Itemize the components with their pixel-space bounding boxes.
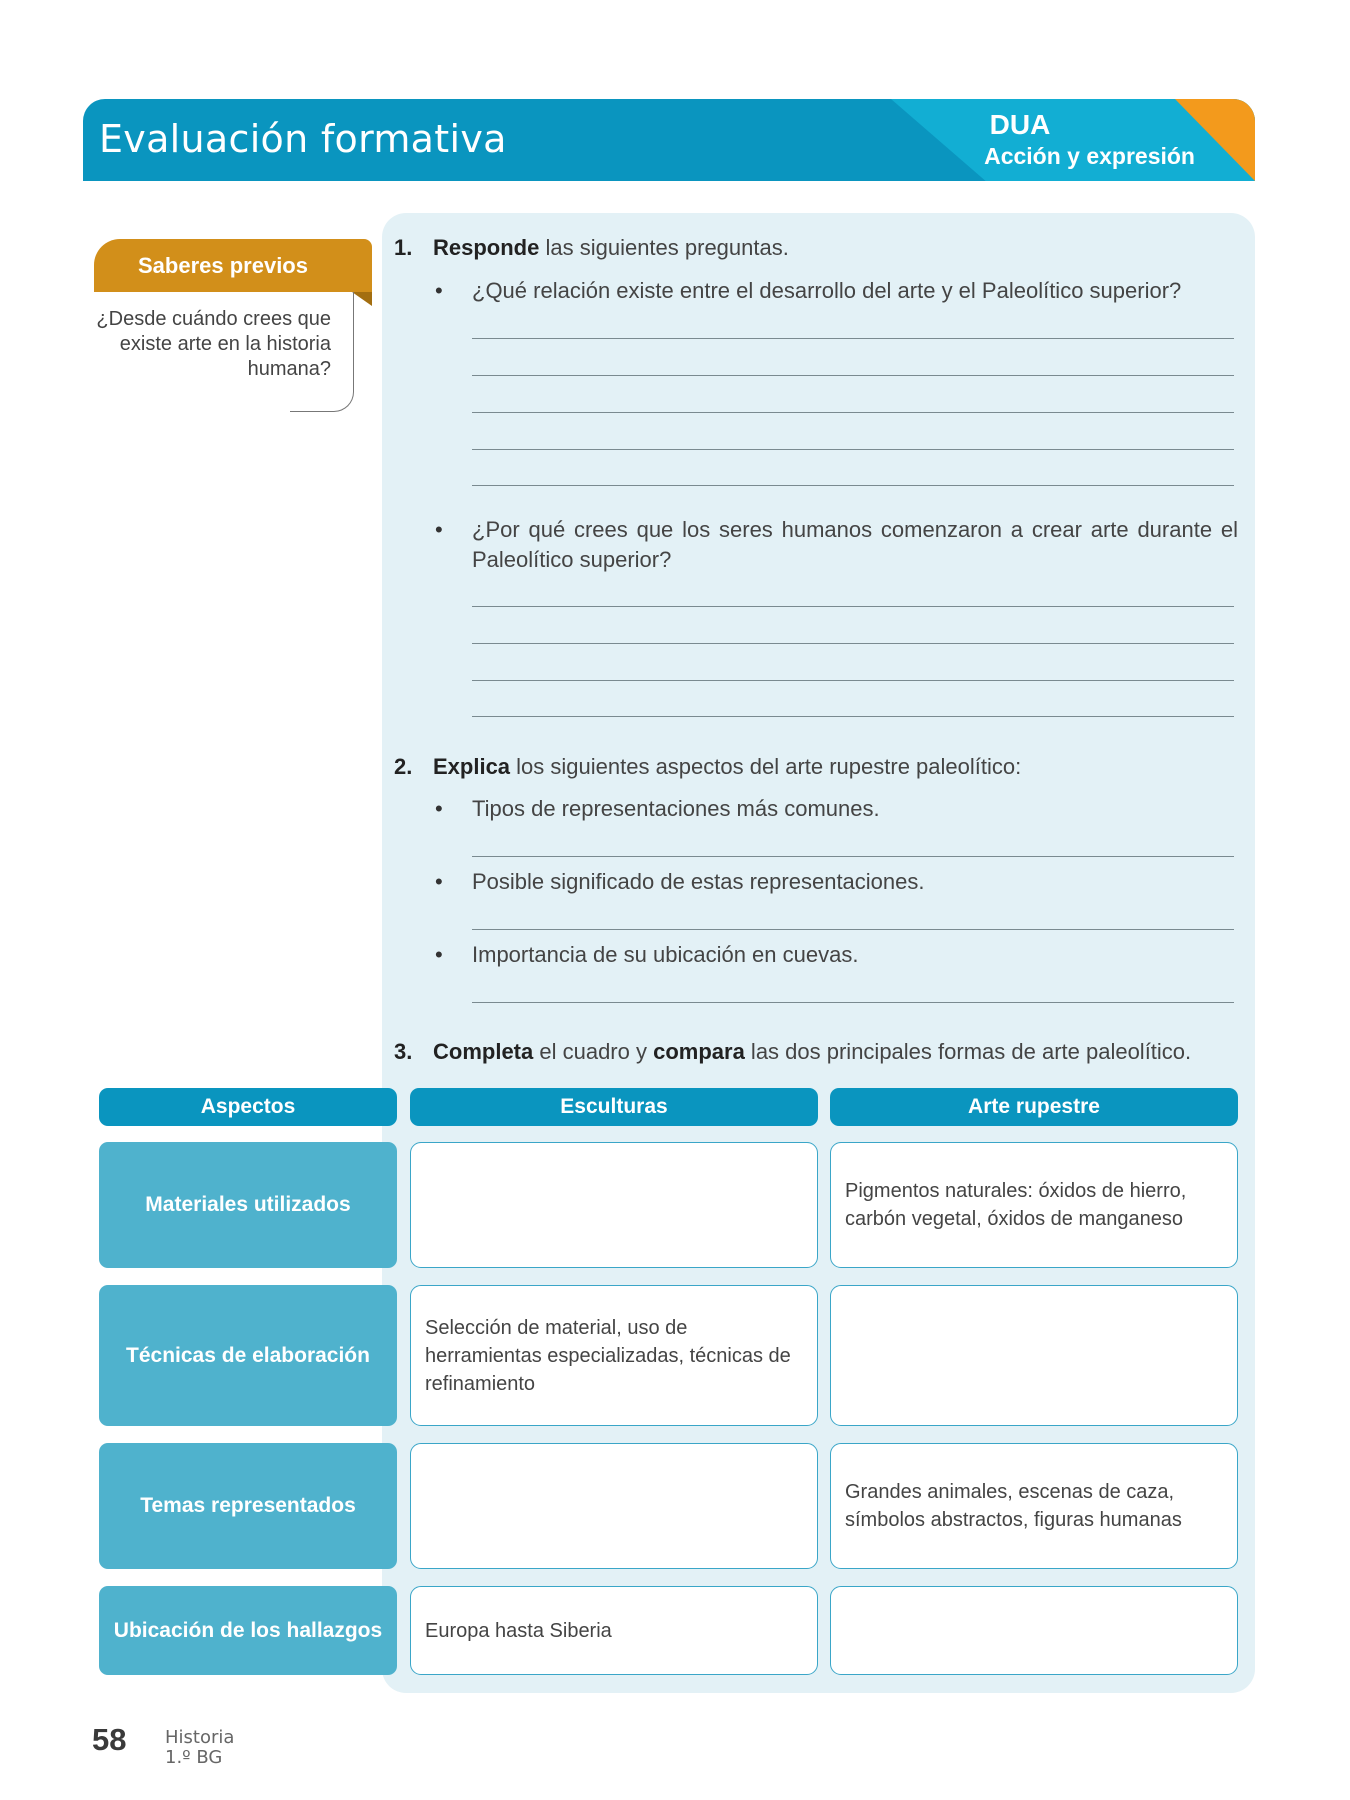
answer-line[interactable] [472, 606, 1234, 607]
answer-line[interactable] [472, 716, 1234, 717]
cell-esculturas-temas[interactable] [410, 1443, 818, 1569]
page-title: Evaluación formativa [99, 117, 507, 161]
question-2: 2. Explica los siguientes aspectos del arte rupestre paleolítico: [394, 754, 1022, 779]
q1-bullet-1: • ¿Qué relación existe entre el desarrollo del arte y el Paleolítico superior? [435, 278, 1182, 303]
row-header-temas: Temas representados [99, 1443, 397, 1569]
answer-line[interactable] [472, 1002, 1234, 1003]
cell-rupestre-materiales[interactable]: Pigmentos naturales: óxidos de hierro, carbón vegetal, óxidos de manganeso [830, 1142, 1238, 1268]
tab-fold [352, 292, 372, 306]
question-3: 3. Completa el cuadro y compara las dos principales formas de arte paleolítico. [394, 1039, 1192, 1064]
cell-esculturas-tecnicas[interactable]: Selección de material, uso de herramientas especializadas, técnicas de refinamiento [410, 1285, 818, 1426]
question-text: las siguientes preguntas. [539, 235, 789, 260]
cell-rupestre-tecnicas[interactable] [830, 1285, 1238, 1426]
answer-line[interactable] [472, 856, 1234, 857]
subject-name: Historia [165, 1727, 235, 1748]
column-header-arte-rupestre: Arte rupestre [830, 1088, 1238, 1126]
column-header-esculturas: Esculturas [410, 1088, 818, 1126]
answer-line[interactable] [472, 449, 1234, 450]
row-header-materiales: Materiales utilizados [99, 1142, 397, 1268]
column-header-aspectos: Aspectos [99, 1088, 397, 1126]
cell-esculturas-materiales[interactable] [410, 1142, 818, 1268]
answer-line[interactable] [472, 643, 1234, 644]
saberes-previos-tab: Saberes previos [94, 239, 372, 292]
answer-line[interactable] [472, 929, 1234, 930]
row-header-ubicacion: Ubicación de los hallazgos [99, 1586, 397, 1675]
question-number: 1. [394, 235, 413, 260]
answer-line[interactable] [472, 338, 1234, 339]
row-header-tecnicas: Técnicas de elaboración [99, 1285, 397, 1426]
saberes-question: ¿Desde cuándo crees que existe arte en la historia humana? [96, 308, 331, 380]
q1-bullet-2: • ¿Por qué crees que los seres humanos comenzaron a crear arte durante el Paleolítico superior? [435, 517, 1238, 572]
question-1 [394, 235, 789, 261]
dua-label: DUA [989, 109, 1051, 140]
q2-bullet-3: • Importancia de su ubicación en cuevas. [435, 942, 859, 967]
answer-line[interactable] [472, 485, 1234, 486]
grade-level: 1.º BG [165, 1747, 223, 1768]
footer-subject [165, 1728, 234, 1768]
question-verb: Responde [433, 235, 540, 260]
dua-subtitle: Acción y expresión [984, 143, 1195, 169]
q2-bullet-2: • Posible significado de estas representaciones. [435, 869, 925, 894]
page-number: 58 [92, 1722, 127, 1757]
answer-line[interactable] [472, 680, 1234, 681]
cell-rupestre-temas[interactable]: Grandes animales, escenas de caza, símbolos abstractos, figuras humanas [830, 1443, 1238, 1569]
cell-rupestre-ubicacion[interactable] [830, 1586, 1238, 1675]
header-banner [83, 99, 1255, 181]
answer-line[interactable] [472, 375, 1234, 376]
cell-esculturas-ubicacion[interactable]: Europa hasta Siberia [410, 1586, 818, 1675]
saberes-previos-box [94, 292, 354, 412]
q2-bullet-1: • Tipos de representaciones más comunes. [435, 796, 880, 821]
answer-line[interactable] [472, 412, 1234, 413]
